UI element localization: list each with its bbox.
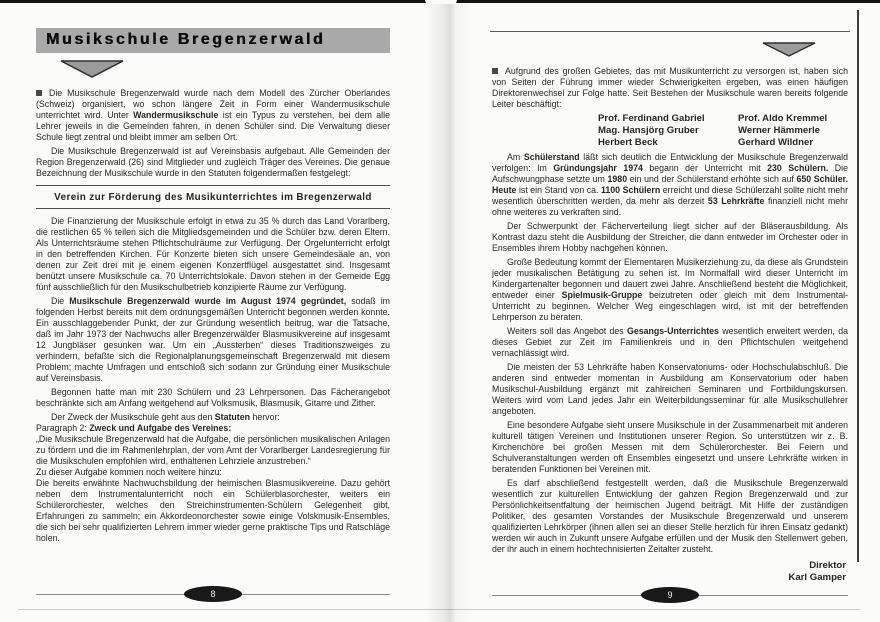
scan-right-edge [857, 10, 859, 562]
paragraph-text: Die Finanzierung der Musikschule erfolgt in etwa zu 35 % durch das Land Vorarlberg, die restlichen 65 % teilen sich die Mitgliedsgemeinden und die Schüler bzw. deren Eltern. Als Unterrichtsräume stehen Pflichtschulräume zur Verfügung. Der Orgelunterricht erfolgt in den betreffenden Kirchen. Für Konzerte bieten sich unsere Gemeindesäale an, von denen zur Zeit drei mit je einem eigenen Konzertflügel ausgestattet sind. Insgesamt benützt unsere Musikschule ca. 70 Unterrichtslokale. Davon stehen in der Gemeide Egg fünf ausschließlich für den Musikschulbetrieb konzipierte Räume zur Verfügung. [36, 216, 390, 292]
paragraph [492, 478, 848, 555]
paragraph-text: Es darf abschließend festgestellt werden, daß die Musikschule Bregenzerwald wesentlich zur kulturellen Entwicklung der gahzen Region Bregenzerwald und zur Persönlichkeitsentfaltung der heimischen Jugend beiträgt. Mit Hilfe der zuständigen Politiker, des gesamten Vorstandes der Musikschule Bregenzerwald und unserem qualifizierten Lehrkörper (ihnen allen sei an dieser Stelle herzlich für ihren Einsatz gedankt) werden wir auch in Zukunft unsere Aufgabe erfüllen und der Musik den Stellenwert geben, der ihr auch in einem hochtechnisierten Zeitalter zusteht. [492, 478, 848, 554]
left-page [36, 28, 390, 544]
paragraph-text: Am Schülerstand läßt sich deutlich die Entwicklung der Musikschule Bregenzerwald verfolgen: Im Gründungsjahr 1974 begann der Unterricht mit 230 Schülern. Die Aufschwungphase setzte um 1980 ein und der Schülerstand erhöhte sich auf 650 Schüler. Heute ist ein Stand von ca. 1100 Schülern erreicht und diese Schülerzahl sollte nicht mehr wesentlich überschritten werden, da mehr als derzeit 53 Lehrkräfte finanziell nicht mehr ohne weiteres zu verkraften sind. [492, 152, 849, 217]
paragraph [36, 146, 390, 179]
paragraph-text: Die bereits erwähnte Nachwuchsbildung der heimischen Blasmusikvereine. Dazu gehört neben dem Instrumentalunterricht noch ein Schülerblasorchester, weiters ein Schülerorchester, welches den Streichinstrumenten-Schülern Gelegenheit gibt, Erfahrungen zu sammeln; ein Akkordeonorchester sowie einige Volskmusik-Ensembles, die sich bei sehr qualifizierten Lehrern immer wieder gerne praktische Tips und Ratschläge holen. [36, 478, 390, 543]
director-row [598, 125, 848, 137]
page-footer [36, 586, 390, 602]
page-footer [492, 587, 848, 603]
director-name: Mag. Hansjörg Gruber [598, 125, 699, 136]
paragraph [492, 326, 848, 359]
paragraph-text: Aufgrund des großen Gebietes, das mit Musikunterricht zu versorgen ist, haben sich von Seiten der Führung immer wieder Schwierigkeiten ergeben, was einen häufigen Direktorenwechsel zur Folge hatte. Seit Bestehen der Musikschule waren bereits folgende Leiter beschäftigt: [492, 66, 848, 109]
down-triangle-icon [60, 60, 390, 78]
paragraph-text: Die meisten der 53 Lehrkräfte haben Konservatoriums- oder Hochschulabschluß. Die anderen sind entweder momentan in Ausbildung am Konservatorium oder haben Musikschul-Ausbildung ergänzt mit zahlreichen Seminaren und Fortbildungskursen. Weiters wird vom Land jedes Jahr ein Weiterbildungsseminar für alle Musikschullehrer angeboten. [492, 362, 848, 416]
bullet-square-icon [492, 68, 498, 74]
paragraph [36, 467, 390, 478]
paragraph-text: Die Musikschule Bregenzerwald wurde nach dem Modell des Zürcher Oberlandes (Schweiz) organisiert, wo schon längere Zeit in Form einer Wandermusikschule unterrichtet wird. Unter Wandermusikschule ist ein Typus zu verstehen, bei dem alle Lehrer jeweils in die Gemeinden fahren, in denen Schüler sind. Die Verwaltung dieser Schule liegt zentral und bleibt immer am selben Ort. [36, 88, 390, 142]
director-name: Herbert Beck [598, 137, 658, 148]
paragraph [36, 88, 390, 143]
paragraph [36, 412, 390, 423]
paragraph [492, 152, 848, 218]
page-title: Musikschule Bregenzerwald [36, 28, 390, 53]
paragraph-text: Begonnen hatte man mit 230 Schülern und 23 Lehrpersonen. Das Fächerangebot beschränkte sich am Anfang weitgehend auf Volksmusik, Blasmusik, Gitarre und Zither. [36, 387, 390, 408]
paragraph [36, 423, 390, 434]
scan-bottom-edge [18, 609, 860, 610]
director-row [598, 113, 848, 125]
down-triangle-icon [762, 42, 816, 57]
director-name: Gerhard Wildner [738, 137, 814, 148]
paragraph [492, 362, 848, 417]
director-name: Prof. Ferdinand Gabriel [598, 113, 705, 124]
paragraph-text: Große Bedeutung kommt der Elementaren Musikerziehung zu, da diese als Grundstein jeder musikalischen Betätigung zu sehen ist. Im Normalfall wird dieser Unterricht im Kindergartenalter begonnen und dauert zwei Jahre. Anschließend besteht die Möglichkeit, entweder einer Spielmusik-Gruppe beizutreten oder gleich mit dem Instrumental-Unterricht zu beginnen. Welcher Weg eingeschlagen wird, ist mit der betreffenden Lehrperson zu beraten. [492, 257, 848, 322]
section-heading: Verein zur Förderung des Musikunterrichtes im Bregenzerwald [36, 185, 390, 209]
directors-list [598, 113, 848, 149]
signature-block [492, 560, 848, 584]
paragraph-text: Die Musikschule Bregenzerwald ist auf Vereinsbasis aufgebaut. Alle Gemeinden der Region Bregenzerwald (26) sind Mitglieder und zugleich Träger des Vereines. Die genaue Bezeichnung der Musikschule wurde in den Statuten folgendermaßen festgelegt: [36, 146, 390, 178]
paragraph-text: Eine besondere Aufgabe sieht unsere Musikschule in der Zusammenarbeit mit anderen kulturell tätigen Vereinen und Institutionen unserer Region. So unterstützen wir z. B. Kirchenchöre bei großen Messen mit dem Schülerorchester. Bei Feiern und Schulveranstaltungen werden oft Ensembles eingesetzt und unsere Lehrkräfte wirken in beratenden Funktionen bei Vereinen mit. [492, 420, 848, 474]
paragraph [492, 221, 848, 254]
paragraph [36, 216, 390, 293]
director-name: Prof. Aldo Kremmel [738, 113, 828, 124]
director-name: Werner Hämmerle [738, 125, 820, 136]
page-gutter-shadow [426, 4, 474, 622]
paragraph [36, 478, 390, 544]
signature-role: Direktor [809, 560, 846, 571]
right-page-top-rule [490, 31, 850, 32]
paragraph-text: Der Schwerpunkt der Fächerverteilung liegt sicher auf der Bläserausbildung. Als Kontrast dazu steht die Ausbildung der Streicher, die dann entweder im Orchester oder in Ensembles ihrem Hobby nachgehen können. [492, 221, 848, 253]
paragraph-text: „Die Musikschule Bregenzerwald hat die Aufgabe, die persönlichen musikalischen Anlagen zu fördern und die im Rahmenlehrplan, der vom Amt der Vorarlberger Landesregierung für die Musikschulen empfohlen wird, enthaltenen Lehrziele anzustreben.“ [36, 434, 390, 466]
paragraph [492, 66, 848, 110]
paragraph-text: Paragraph 2: Zweck und Aufgabe des Vereines: [36, 423, 232, 433]
paragraph [36, 387, 390, 409]
paragraph [492, 257, 848, 323]
director-row [598, 137, 848, 149]
paragraph-text: Die Musikschule Bregenzerwald wurde im August 1974 gegründet, sodaß im folgenden Herbst bereits mit dem ordnungsgemäßen Unterricht begonnen werden konnte. Ein ausschlaggebender Punkt, der zur Gründung wesentlich beitrug, war die Tatsache, daß im Jahr 1973 der Nachwuchs aller Bregenzerwälder Blasmusikvereine auf insgesamt 12 Jungbläser gesunken war. Um ein „Aussterben“ dieses Traditionszweiges zu verhindern, befaßte sich die Regionalplanungsgemeinschaft Bregenzerwald mit diesem Problem; machte Umfragen und entschloß sich sodann zur Gründung einer Musikschule auf Vereinsbasis. [36, 296, 390, 383]
page-number-badge: 9 [641, 587, 699, 603]
paragraph-text: Zu dieser Aufgabe kommen noch weitere hinzu: [36, 467, 222, 477]
right-page [492, 66, 848, 584]
bullet-square-icon [36, 90, 42, 96]
paragraph [36, 296, 390, 384]
paragraph [492, 420, 848, 475]
paragraph-text: Weiters soll das Angebot des Gesangs-Unterrichtes wesentlich erweitert werden, da dieses Gebiet zur Zeit im Familienkreis und in den Pflichtschulen weitgehend vernachlässigt wird. [492, 326, 848, 358]
page-number-badge: 8 [184, 586, 242, 602]
signature-name: Karl Gamper [788, 572, 846, 583]
paragraph [36, 434, 390, 467]
paragraph-text: Der Zweck der Musikschule geht aus den Statuten hervor: [51, 412, 280, 422]
